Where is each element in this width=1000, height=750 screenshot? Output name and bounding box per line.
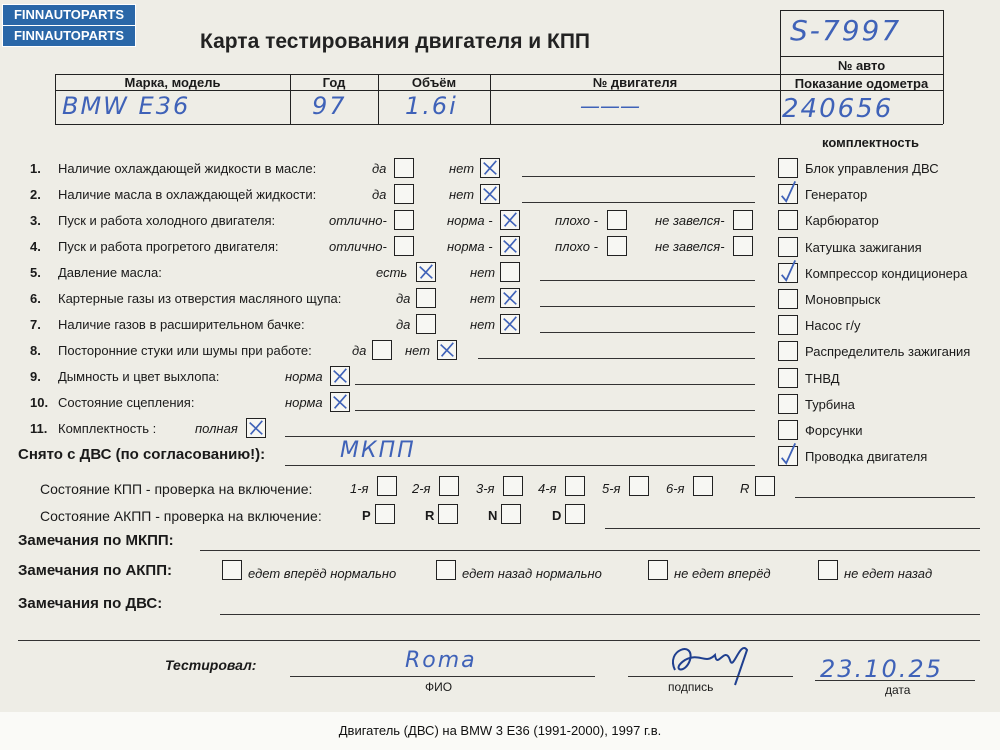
kit-item-label: Моновпрыск [805, 292, 881, 307]
option-da: да [396, 317, 411, 332]
akpp-gear-label: N [488, 508, 498, 523]
kit-checkbox-11[interactable] [778, 446, 798, 466]
kpp-gear-label: 3-я [476, 481, 495, 496]
option-net: нет [470, 265, 496, 280]
option-bad: плохо - [555, 239, 598, 254]
header-engine-number: № двигателя [592, 75, 678, 90]
kit-item-label: Форсунки [805, 423, 863, 438]
q8-da-checkbox[interactable] [372, 340, 392, 360]
volume-value: 1.6i [405, 92, 458, 120]
kpp-gear-label: 2-я [412, 481, 431, 496]
question-number: 8. [30, 343, 41, 358]
option-da: да [372, 161, 387, 176]
option-full: полная [195, 421, 238, 436]
akpp-remark-option-label: не едет вперёд [674, 566, 771, 581]
question-number: 3. [30, 213, 41, 228]
question-number: 11. [30, 421, 48, 436]
akpp-remark-checkbox-0[interactable] [222, 560, 242, 580]
engine-number-value: ——— [580, 94, 640, 118]
kit-checkbox-4[interactable] [778, 263, 798, 283]
kit-item-label: Карбюратор [805, 213, 879, 229]
kit-title: комплектность [822, 135, 919, 150]
q7-net-checkbox[interactable] [500, 314, 520, 334]
q2-da-checkbox[interactable] [394, 184, 414, 204]
option-normal: норма - [447, 239, 493, 254]
kit-item-label: Проводка двигателя [805, 449, 928, 465]
kit-item-label: Блок управления ДВС [805, 161, 939, 176]
kit-checkbox-3[interactable] [778, 237, 798, 257]
remarks-mkpp-label: Замечания по МКПП: [18, 532, 174, 549]
question-label: Давление масла: [58, 265, 162, 280]
akpp-remark-checkbox-1[interactable] [436, 560, 456, 580]
kpp-gear-label: 6-я [666, 481, 685, 496]
kpp-gear-checkbox-2[interactable] [503, 476, 523, 496]
akpp-remark-checkbox-2[interactable] [648, 560, 668, 580]
date-value: 23.10.25 [820, 655, 943, 683]
question-label: Наличие масла в охлаждающей жидкости: [58, 187, 317, 202]
watermark-logo: FINNAUTOPARTS [2, 4, 136, 26]
question-label: Комплектность : [58, 421, 157, 436]
question-number: 9. [30, 369, 41, 384]
kit-item-label: Генератор [805, 187, 868, 203]
q7-da-checkbox[interactable] [416, 314, 436, 334]
kpp-gear-label: 1-я [350, 481, 369, 496]
akpp-remark-checkbox-3[interactable] [818, 560, 838, 580]
q4-bad-checkbox[interactable] [607, 236, 627, 256]
question-label: Наличие газов в расширительном бачке: [58, 317, 305, 332]
akpp-gear-checkbox-3[interactable] [565, 504, 585, 524]
option-not-started: не завелся- [655, 239, 725, 254]
kpp-gear-checkbox-5[interactable] [693, 476, 713, 496]
question-label: Пуск и работа прогретого двигателя: [58, 239, 279, 254]
option-yes: есть [376, 265, 408, 280]
option-net: нет [470, 291, 496, 306]
q3-not-started-checkbox[interactable] [733, 210, 753, 230]
car-number-value: S-7997 [790, 14, 902, 47]
odometer-value: 240656 [782, 94, 894, 124]
option-net: нет [449, 161, 475, 176]
question-label: Пуск и работа холодного двигателя: [58, 213, 276, 228]
q10-normal-checkbox[interactable] [330, 392, 350, 412]
kpp-gear-label: 4-я [538, 481, 557, 496]
kit-checkbox-10[interactable] [778, 420, 798, 440]
option-excellent: отлично- [329, 239, 387, 254]
kpp-gear-label: 5-я [602, 481, 621, 496]
remarks-dvs-label: Замечания по ДВС: [18, 595, 163, 612]
option-da: да [372, 187, 387, 202]
kit-checkbox-5[interactable] [778, 289, 798, 309]
tested-label: Тестировал: [165, 657, 257, 673]
tester-name-value: Roma [405, 648, 477, 673]
signature-label: подпись [668, 680, 714, 694]
kpp-gear-checkbox-0[interactable] [377, 476, 397, 496]
kpp-gear-checkbox-3[interactable] [565, 476, 585, 496]
q2-net-checkbox[interactable] [480, 184, 500, 204]
header-year: Год [322, 75, 346, 90]
image-caption: Двигатель (ДВС) на BMW 3 E36 (1991-2000), 1997 г.в. [0, 712, 1000, 750]
akpp-remark-option-label: едет назад нормально [462, 566, 602, 581]
option-net: нет [405, 343, 431, 358]
q4-normal-checkbox[interactable] [500, 236, 520, 256]
watermark-logo-2: FINNAUTOPARTS [2, 25, 136, 47]
q6-da-checkbox[interactable] [416, 288, 436, 308]
akpp-gear-checkbox-0[interactable] [375, 504, 395, 524]
q11-full-checkbox[interactable] [246, 418, 266, 438]
question-number: 6. [30, 291, 41, 306]
akpp-gear-checkbox-2[interactable] [501, 504, 521, 524]
odometer-label: Показание одометра [794, 76, 929, 91]
kit-checkbox-9[interactable] [778, 394, 798, 414]
q1-da-checkbox[interactable] [394, 158, 414, 178]
kit-item-label: Турбина [805, 396, 855, 412]
q8-net-checkbox[interactable] [437, 340, 457, 360]
kit-item-label: ТНВД [805, 370, 840, 386]
q9-normal-checkbox[interactable] [330, 366, 350, 386]
q4-not-started-checkbox[interactable] [733, 236, 753, 256]
question-number: 7. [30, 317, 41, 332]
q1-net-checkbox[interactable] [480, 158, 500, 178]
option-da: да [352, 343, 367, 358]
question-number: 4. [30, 239, 41, 254]
page-title: Карта тестирования двигателя и КПП [200, 30, 591, 53]
kpp-gear-checkbox-1[interactable] [439, 476, 459, 496]
question-number: 5. [30, 265, 41, 280]
q4-excellent-checkbox[interactable] [394, 236, 414, 256]
car-number-label: № авто [837, 58, 886, 73]
question-number: 10. [30, 395, 49, 410]
option-normal: норма - [447, 213, 493, 228]
question-number: 1. [30, 161, 41, 176]
q5-yes-checkbox[interactable] [416, 262, 436, 282]
option-normal: норма [285, 395, 323, 410]
question-label: Картерные газы из отверстия масляного щупа: [58, 291, 342, 306]
fio-label: ФИО [425, 680, 453, 694]
kit-item-label: Компрессор кондиционера [805, 265, 968, 281]
kit-item-label: Распределитель зажигания [805, 344, 971, 360]
kit-checkbox-0[interactable] [778, 158, 798, 178]
kit-checkbox-8[interactable] [778, 368, 798, 388]
kit-item-label: Катушка зажигания [805, 239, 922, 255]
akpp-gear-label: P [362, 508, 371, 523]
q3-excellent-checkbox[interactable] [394, 210, 414, 230]
akpp-gear-checkbox-1[interactable] [438, 504, 458, 524]
option-normal: норма [285, 369, 323, 384]
kit-checkbox-2[interactable] [778, 210, 798, 230]
question-label: Дымность и цвет выхлопа: [58, 369, 220, 384]
question-label: Посторонние стуки или шумы при работе: [58, 343, 312, 358]
akpp-gear-label: R [425, 508, 435, 523]
kit-checkbox-1[interactable] [778, 184, 798, 204]
kit-checkbox-6[interactable] [778, 315, 798, 335]
q3-normal-checkbox[interactable] [500, 210, 520, 230]
question-number: 2. [30, 187, 41, 202]
kpp-label: Состояние КПП - проверка на включение: [40, 481, 313, 497]
remarks-akpp-label: Замечания по АКПП: [18, 562, 172, 579]
q5-net-checkbox[interactable] [500, 262, 520, 282]
header-make-model: Марка, модель [124, 75, 221, 90]
date-label: дата [885, 683, 911, 697]
kit-item-label: Насос г/у [805, 318, 861, 334]
option-bad: плохо - [555, 213, 598, 228]
question-label: Состояние сцепления: [58, 395, 195, 410]
option-da: да [396, 291, 411, 306]
kpp-gear-checkbox-6[interactable] [755, 476, 775, 496]
year-value: 97 [312, 92, 347, 120]
option-not-started: не завелся- [655, 213, 725, 228]
q3-bad-checkbox[interactable] [607, 210, 627, 230]
question-label: Наличие охлаждающей жидкости в масле: [58, 161, 317, 176]
removed-value: МКПП [340, 438, 416, 463]
akpp-remark-option-label: не едет назад [844, 566, 933, 581]
akpp-gear-label: D [552, 508, 562, 523]
option-net: нет [470, 317, 496, 332]
make-model-value: BMW E36 [62, 92, 191, 120]
kit-checkbox-7[interactable] [778, 341, 798, 361]
akpp-remark-option-label: едет вперёд нормально [248, 566, 397, 581]
akpp-label: Состояние АКПП - проверка на включение: [40, 508, 322, 524]
kpp-gear-checkbox-4[interactable] [629, 476, 649, 496]
option-excellent: отлично- [329, 213, 387, 228]
q6-net-checkbox[interactable] [500, 288, 520, 308]
option-net: нет [449, 187, 475, 202]
removed-label: Снято с ДВС (по согласованию!): [18, 446, 266, 463]
kpp-gear-label: R [740, 481, 750, 496]
header-volume: Объём [411, 75, 457, 90]
